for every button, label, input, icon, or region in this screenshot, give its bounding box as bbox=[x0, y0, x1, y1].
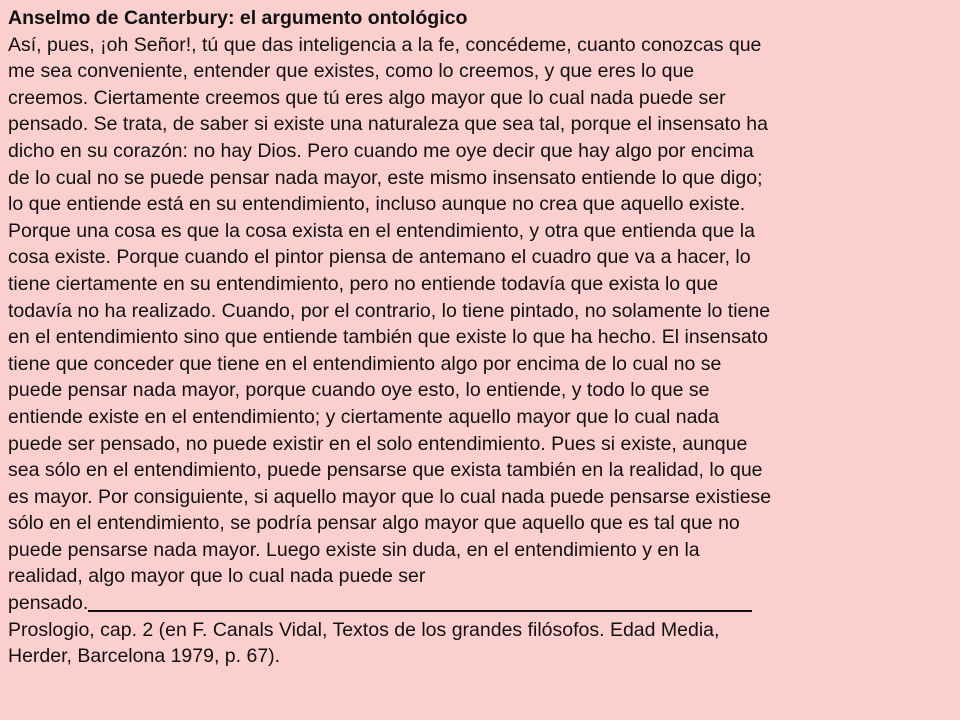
closing-line bbox=[8, 590, 950, 617]
text-line: lo que entiende está en su entendimiento, incluso aunque no crea que aquello existe. bbox=[8, 193, 746, 216]
text-line: cosa existe. Porque cuando el pintor piensa de antemano el cuadro que va a hacer, lo bbox=[8, 246, 751, 269]
text-line: en el entendimiento sino que entiende también que existe lo que ha hecho. El insensato bbox=[8, 326, 768, 349]
document-title: Anselmo de Canterbury: el argumento ontológico bbox=[8, 7, 468, 29]
text-line: sea sólo en el entendimiento, puede pensarse que exista también en la realidad, lo que bbox=[8, 459, 763, 482]
text-line: dicho en su corazón: no hay Dios. Pero cuando me oye decir que hay algo por encima bbox=[8, 139, 754, 162]
text-line: Porque una cosa es que la cosa exista en el entendimiento, y otra que entienda que la bbox=[8, 219, 755, 242]
citation-line: Proslogio, cap. 2 (en F. Canals Vidal, Textos de los grandes filósofos. Edad Media, bbox=[8, 618, 720, 641]
source-citation bbox=[8, 617, 950, 670]
closing-word: pensado. bbox=[8, 592, 89, 615]
text-line: tiene ciertamente en su entendimiento, pero no entiende todavía que exista lo que bbox=[8, 272, 719, 295]
quote-body bbox=[8, 32, 950, 617]
text-line: es mayor. Por consiguiente, si aquello mayor que lo cual nada puede pensarse existiese bbox=[8, 485, 772, 508]
text-line: creemos. Ciertamente creemos que tú eres algo mayor que lo cual nada puede ser bbox=[8, 86, 726, 109]
text-line: tiene que conceder que tiene en el entendimiento algo por encima de lo cual no se bbox=[8, 352, 722, 375]
text-line: Así, pues, ¡oh Señor!, tú que das inteligencia a la fe, concédeme, cuanto conozcas que bbox=[8, 33, 762, 56]
text-line: pensado. Se trata, de saber si existe una naturaleza que sea tal, porque el insensato ha bbox=[8, 113, 768, 136]
text-line: entiende existe en el entendimiento; y ciertamente aquello mayor que lo cual nada bbox=[8, 405, 720, 428]
underline-rule bbox=[88, 610, 752, 612]
text-line: me sea conveniente, entender que existes, como lo creemos, y que eres lo que bbox=[8, 60, 695, 83]
text-line: realidad, algo mayor que lo cual nada puede ser bbox=[8, 565, 426, 588]
text-line: de lo cual no se puede pensar nada mayor, este mismo insensato entiende lo que digo; bbox=[8, 166, 763, 189]
text-line: puede ser pensado, no puede existir en el solo entendimiento. Pues si existe, aunque bbox=[8, 432, 748, 455]
citation-line: Herder, Barcelona 1979, p. 67). bbox=[8, 645, 281, 668]
text-line: sólo en el entendimiento, se podría pensar algo mayor que aquello que es tal que no bbox=[8, 512, 740, 535]
text-line: puede pensar nada mayor, porque cuando oye esto, lo entiende, y todo lo que se bbox=[8, 379, 710, 402]
text-line: puede pensarse nada mayor. Luego existe sin duda, en el entendimiento y en la bbox=[8, 538, 700, 561]
text-line: todavía no ha realizado. Cuando, por el contrario, lo tiene pintado, no solamente lo tiene bbox=[8, 299, 771, 322]
